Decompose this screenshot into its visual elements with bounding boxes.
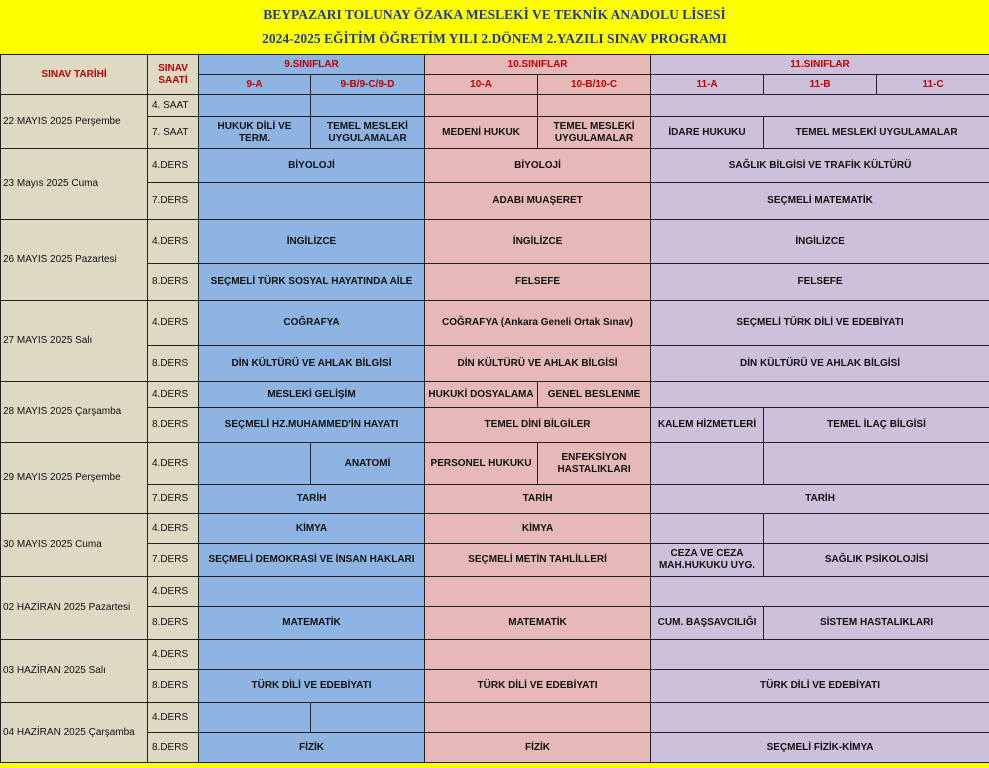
exam-cell: TEMEL İLAÇ BİLGİSİ bbox=[764, 408, 989, 443]
exam-cell: TARİH bbox=[425, 485, 651, 514]
exam-cell: CEZA VE CEZA MAH.HUKUKU UYG. bbox=[651, 544, 764, 577]
exam-date: 29 MAYIS 2025 Perşembe bbox=[1, 443, 148, 514]
exam-slot: 8.DERS bbox=[148, 264, 199, 301]
exam-cell: HUKUK DİLİ VE TERM. bbox=[199, 117, 311, 149]
exam-schedule-table bbox=[0, 54, 989, 763]
exam-cell bbox=[425, 703, 651, 733]
exam-cell: TEMEL DİNİ BİLGİLER bbox=[425, 408, 651, 443]
table-row bbox=[1, 514, 989, 544]
exam-cell: MATEMATİK bbox=[199, 607, 425, 640]
exam-slot: 4.DERS bbox=[148, 640, 199, 670]
exam-cell bbox=[651, 514, 764, 544]
table-row bbox=[1, 485, 989, 514]
exam-slot: 8.DERS bbox=[148, 733, 199, 763]
exam-cell: ANATOMİ bbox=[311, 443, 425, 485]
exam-cell: İNGİLİZCE bbox=[651, 220, 989, 264]
table-row bbox=[1, 733, 989, 763]
school-name: BEYPAZARI TOLUNAY ÖZAKA MESLEKİ VE TEKNİK ANADOLU LİSESİ bbox=[263, 7, 726, 22]
exam-cell bbox=[651, 703, 989, 733]
table-row bbox=[1, 640, 989, 670]
table-row bbox=[1, 346, 989, 382]
exam-cell: GENEL BESLENME bbox=[538, 382, 651, 408]
exam-cell: SEÇMELİ DEMOKRASİ VE İNSAN HAKLARI bbox=[199, 544, 425, 577]
header-class: 9-B/9-C/9-D bbox=[311, 75, 425, 95]
exam-date: 02 HAZİRAN 2025 Pazartesi bbox=[1, 577, 148, 640]
table-row bbox=[1, 577, 989, 607]
table-row bbox=[1, 149, 989, 183]
header-grade9: 9.SINIFLAR bbox=[199, 55, 425, 75]
exam-slot: 4.DERS bbox=[148, 301, 199, 346]
exam-cell: KİMYA bbox=[425, 514, 651, 544]
exam-cell: FELSEFE bbox=[651, 264, 989, 301]
exam-cell: TÜRK DİLİ VE EDEBİYATI bbox=[199, 670, 425, 703]
header-class: 11-C bbox=[877, 75, 989, 95]
exam-cell: BİYOLOJİ bbox=[199, 149, 425, 183]
exam-cell bbox=[651, 640, 989, 670]
header-class: 9-A bbox=[199, 75, 311, 95]
exam-cell: DİN KÜLTÜRÜ VE AHLAK BİLGİSİ bbox=[199, 346, 425, 382]
exam-cell: İNGİLİZCE bbox=[425, 220, 651, 264]
exam-cell: MESLEKİ GELİŞİM bbox=[199, 382, 425, 408]
exam-cell: SEÇMELİ TÜRK SOSYAL HAYATINDA AİLE bbox=[199, 264, 425, 301]
exam-cell bbox=[425, 577, 651, 607]
table-row bbox=[1, 607, 989, 640]
exam-cell: FELSEFE bbox=[425, 264, 651, 301]
exam-slot: 4.DERS bbox=[148, 514, 199, 544]
exam-cell bbox=[199, 95, 311, 117]
exam-cell bbox=[538, 95, 651, 117]
exam-cell: CUM. BAŞSAVCILIĞI bbox=[651, 607, 764, 640]
exam-slot: 4.DERS bbox=[148, 220, 199, 264]
exam-cell: SEÇMELİ HZ.MUHAMMED'İN HAYATI bbox=[199, 408, 425, 443]
exam-cell: SEÇMELİ METİN TAHLİLLERİ bbox=[425, 544, 651, 577]
exam-slot: 4.DERS bbox=[148, 577, 199, 607]
exam-cell bbox=[425, 640, 651, 670]
exam-cell: ENFEKSİYON HASTALIKLARI bbox=[538, 443, 651, 485]
exam-cell: FİZİK bbox=[199, 733, 425, 763]
exam-cell: TARİH bbox=[199, 485, 425, 514]
exam-cell: HUKUKİ DOSYALAMA bbox=[425, 382, 538, 408]
exam-slot: 8.DERS bbox=[148, 346, 199, 382]
exam-cell bbox=[311, 95, 425, 117]
exam-cell: PERSONEL HUKUKU bbox=[425, 443, 538, 485]
header-class: 11-A bbox=[651, 75, 764, 95]
exam-date: 03 HAZİRAN 2025 Salı bbox=[1, 640, 148, 703]
exam-cell: COĞRAFYA bbox=[199, 301, 425, 346]
exam-date: 23 Mayıs 2025 Cuma bbox=[1, 149, 148, 220]
header-time: SINAV SAATİ bbox=[148, 55, 199, 95]
header-date: SINAV TARİHİ bbox=[1, 55, 148, 95]
header-class: 10-A bbox=[425, 75, 538, 95]
exam-cell: TÜRK DİLİ VE EDEBİYATI bbox=[651, 670, 989, 703]
table-row bbox=[1, 117, 989, 149]
program-name: 2024-2025 EĞİTİM ÖĞRETİM YILI 2.DÖNEM 2.YAZILI SINAV PROGRAMI bbox=[262, 31, 727, 46]
exam-cell bbox=[651, 443, 764, 485]
exam-cell: SEÇMELİ TÜRK DİLİ VE EDEBİYATI bbox=[651, 301, 989, 346]
table-row bbox=[1, 703, 989, 733]
exam-slot: 8.DERS bbox=[148, 670, 199, 703]
exam-cell: SAĞLIK PSİKOLOJİSİ bbox=[764, 544, 989, 577]
table-row bbox=[1, 301, 989, 346]
exam-slot: 7.DERS bbox=[148, 183, 199, 220]
header-grade10: 10.SINIFLAR bbox=[425, 55, 651, 75]
exam-cell: SAĞLIK BİLGİSİ VE TRAFİK KÜLTÜRÜ bbox=[651, 149, 989, 183]
exam-cell bbox=[199, 183, 425, 220]
exam-cell: MATEMATİK bbox=[425, 607, 651, 640]
exam-cell: KALEM HİZMETLERİ bbox=[651, 408, 764, 443]
page-title bbox=[0, 0, 989, 54]
exam-cell: KİMYA bbox=[199, 514, 425, 544]
exam-cell bbox=[651, 382, 989, 408]
table-row bbox=[1, 264, 989, 301]
table-row bbox=[1, 183, 989, 220]
exam-cell: COĞRAFYA (Ankara Geneli Ortak Sınav) bbox=[425, 301, 651, 346]
exam-cell: TEMEL MESLEKİ UYGULAMALAR bbox=[764, 117, 989, 149]
exam-slot: 4.DERS bbox=[148, 149, 199, 183]
exam-date: 26 MAYIS 2025 Pazartesi bbox=[1, 220, 148, 301]
exam-slot: 4. SAAT bbox=[148, 95, 199, 117]
exam-cell: TÜRK DİLİ VE EDEBİYATI bbox=[425, 670, 651, 703]
exam-cell: BİYOLOJİ bbox=[425, 149, 651, 183]
table-row bbox=[1, 544, 989, 577]
exam-slot: 7.DERS bbox=[148, 485, 199, 514]
exam-cell: TARİH bbox=[651, 485, 989, 514]
exam-slot: 4.DERS bbox=[148, 703, 199, 733]
table-row bbox=[1, 408, 989, 443]
table-row bbox=[1, 670, 989, 703]
exam-slot: 4.DERS bbox=[148, 443, 199, 485]
table-row bbox=[1, 382, 989, 408]
exam-slot: 4.DERS bbox=[148, 382, 199, 408]
exam-cell: TEMEL MESLEKİ UYGULAMALAR bbox=[311, 117, 425, 149]
exam-cell: İNGİLİZCE bbox=[199, 220, 425, 264]
exam-cell: DİN KÜLTÜRÜ VE AHLAK BİLGİSİ bbox=[651, 346, 989, 382]
table-row bbox=[1, 443, 989, 485]
table-row bbox=[1, 220, 989, 264]
exam-cell bbox=[311, 703, 425, 733]
exam-cell bbox=[199, 443, 311, 485]
exam-cell bbox=[199, 577, 425, 607]
header-class: 10-B/10-C bbox=[538, 75, 651, 95]
exam-slot: 7. SAAT bbox=[148, 117, 199, 149]
exam-cell: DİN KÜLTÜRÜ VE AHLAK BİLGİSİ bbox=[425, 346, 651, 382]
exam-cell bbox=[651, 95, 989, 117]
exam-date: 04 HAZİRAN 2025 Çarşamba bbox=[1, 703, 148, 763]
exam-slot: 8.DERS bbox=[148, 607, 199, 640]
table-row bbox=[1, 95, 989, 117]
exam-cell bbox=[651, 577, 989, 607]
exam-date: 22 MAYIS 2025 Perşembe bbox=[1, 95, 148, 149]
exam-cell: İDARE HUKUKU bbox=[651, 117, 764, 149]
exam-slot: 8.DERS bbox=[148, 408, 199, 443]
exam-cell: SİSTEM HASTALIKLARI bbox=[764, 607, 989, 640]
exam-date: 30 MAYIS 2025 Cuma bbox=[1, 514, 148, 577]
exam-cell: MEDENİ HUKUK bbox=[425, 117, 538, 149]
exam-date: 27 MAYIS 2025 Salı bbox=[1, 301, 148, 382]
exam-cell: SEÇMELİ MATEMATİK bbox=[651, 183, 989, 220]
exam-cell: TEMEL MESLEKİ UYGULAMALAR bbox=[538, 117, 651, 149]
header-class: 11-B bbox=[764, 75, 877, 95]
exam-cell: FİZİK bbox=[425, 733, 651, 763]
exam-cell: SEÇMELİ FİZİK-KİMYA bbox=[651, 733, 989, 763]
header-grade11: 11.SINIFLAR bbox=[651, 55, 989, 75]
exam-slot: 7.DERS bbox=[148, 544, 199, 577]
exam-cell: ADABI MUAŞERET bbox=[425, 183, 651, 220]
exam-cell bbox=[425, 95, 538, 117]
exam-cell bbox=[199, 640, 425, 670]
exam-cell bbox=[764, 443, 989, 485]
exam-cell bbox=[199, 703, 311, 733]
exam-date: 28 MAYIS 2025 Çarşamba bbox=[1, 382, 148, 443]
exam-cell bbox=[764, 514, 989, 544]
